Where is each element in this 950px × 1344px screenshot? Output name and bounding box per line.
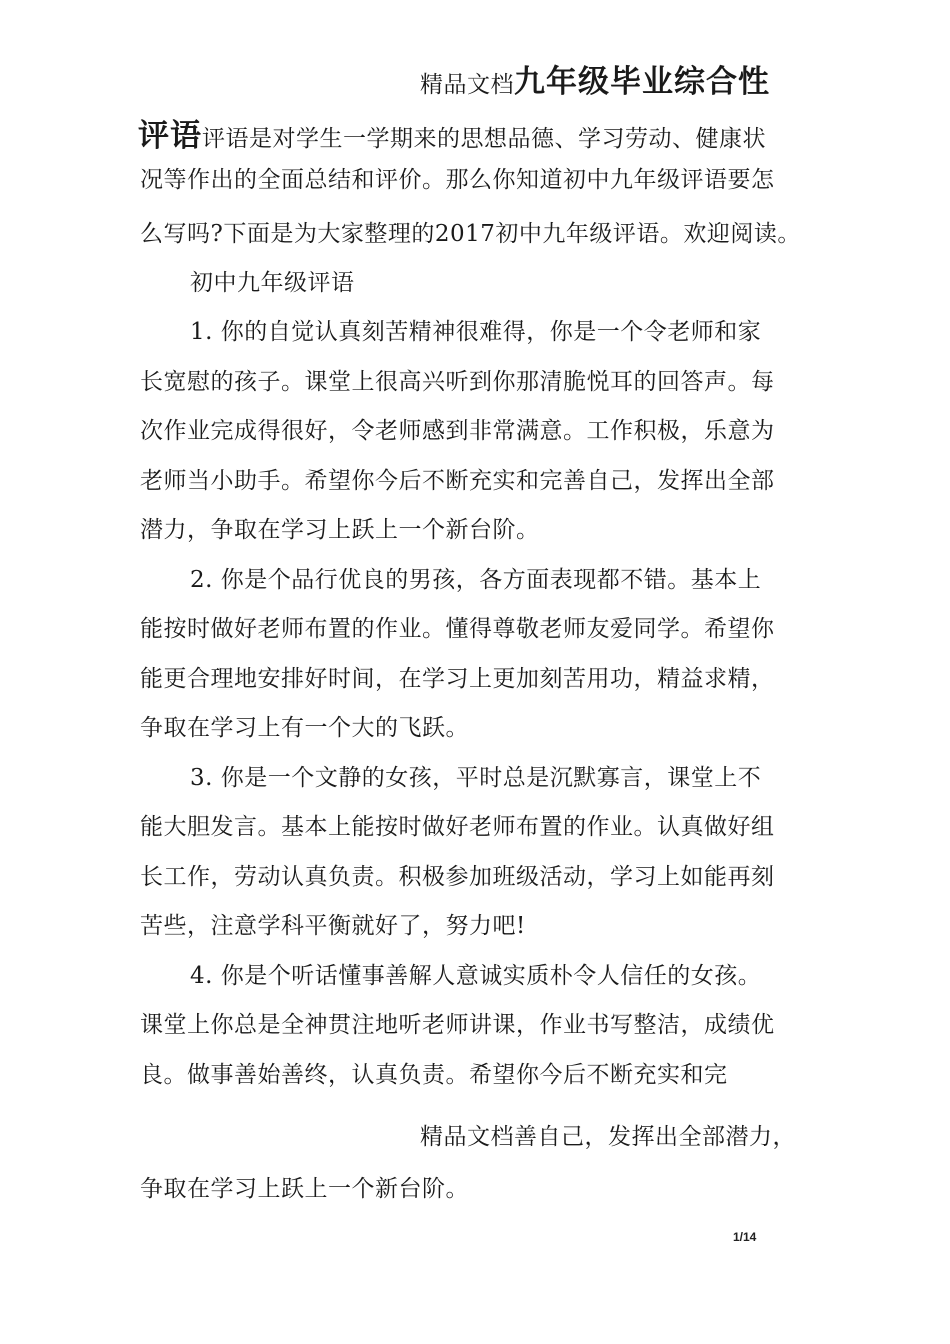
document-title-end: 评语 [138, 118, 202, 154]
header-line [420, 56, 770, 101]
footer-watermark: 精品文档 [420, 1124, 514, 1150]
item-2-line-4: 争取在学习上有一个大的飞跃。 [140, 715, 469, 741]
item-4-line-3: 良。做事善始善终，认真负责。希望你今后不断充实和完 [140, 1062, 728, 1088]
title-continuation-line [138, 110, 766, 155]
item-4-line-1: 4. 你是个听话懂事善解人意诚实质朴令人信任的女孩。 [190, 963, 762, 989]
footer-last-line: 争取在学习上跃上一个新台阶。 [140, 1176, 469, 1202]
item-3-line-1: 3. 你是一个文静的女孩，平时总是沉默寡言，课堂上不 [190, 765, 762, 791]
footer-continuation: 善自己，发挥出全部潜力， [514, 1124, 796, 1150]
item-3-line-3: 长工作，劳动认真负责。积极参加班级活动，学习上如能再刻 [140, 864, 775, 890]
section-heading: 初中九年级评语 [190, 270, 355, 296]
item-2-line-1: 2. 你是个品行优良的男孩，各方面表现都不错。基本上 [190, 567, 762, 593]
intro-line-1: 评语是对学生一学期来的思想品德、学习劳动、健康状 [202, 126, 766, 152]
intro-line-3: 么写吗?下面是为大家整理的2017初中九年级评语。欢迎阅读。 [140, 221, 801, 247]
item-1-line-4: 老师当小助手。希望你今后不断充实和完善自己，发挥出全部 [140, 468, 775, 494]
item-3-line-2: 能大胆发言。基本上能按时做好老师布置的作业。认真做好组 [140, 814, 775, 840]
page-number: 1/14 [733, 1230, 757, 1244]
document-title: 九年级毕业综合性 [514, 64, 770, 100]
item-3-line-4: 苦些，注意学科平衡就好了，努力吧! [140, 913, 526, 939]
item-1-line-2: 长宽慰的孩子。课堂上很高兴听到你那清脆悦耳的回答声。每 [140, 369, 775, 395]
item-1-line-1: 1. 你的自觉认真刻苦精神很难得，你是一个令老师和家 [190, 319, 762, 345]
item-1-line-5: 潜力，争取在学习上跃上一个新台阶。 [140, 517, 540, 543]
intro-line-2: 况等作出的全面总结和评价。那么你知道初中九年级评语要怎 [140, 167, 775, 193]
header-watermark: 精品文档 [420, 72, 514, 98]
item-4-line-2: 课堂上你总是全神贯注地听老师讲课，作业书写整洁，成绩优 [140, 1012, 775, 1038]
item-1-line-3: 次作业完成得很好，令老师感到非常满意。工作积极，乐意为 [140, 418, 775, 444]
footer-line [420, 1118, 796, 1151]
item-2-line-3: 能更合理地安排好时间，在学习上更加刻苦用功，精益求精， [140, 666, 775, 692]
item-2-line-2: 能按时做好老师布置的作业。懂得尊敬老师友爱同学。希望你 [140, 616, 775, 642]
